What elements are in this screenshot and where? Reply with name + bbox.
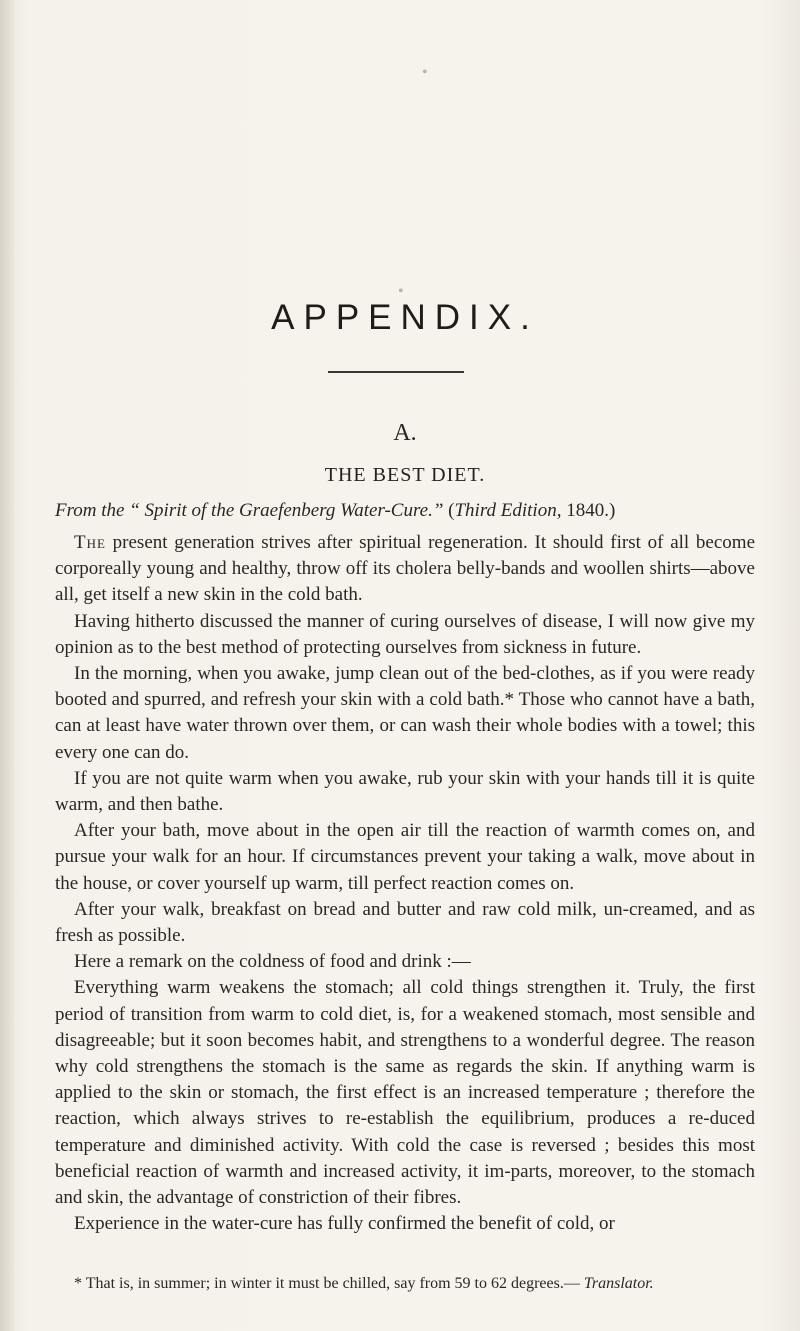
source-edition-close: 1840.) [566, 500, 616, 521]
footnote [55, 1272, 755, 1296]
paragraph: Having hitherto discussed the manner of curing ourselves of disease, I will now give my opinion as to the best method of protecting ourselves from sickness in future. [55, 610, 755, 658]
paragraph: In the morning, when you awake, jump clean out of the bed-clothes, as if you were ready booted and spurred, and refresh your skin with a cold bath.* Those who cannot have a bath, can at least have water thrown over them, or can wash their whole bodies with a towel; this every one can do. [55, 663, 755, 763]
heading-rule [328, 371, 464, 373]
paragraph: If you are not quite warm when you awake, rub your skin with your hands till it is quite warm, and then bathe. [55, 767, 755, 816]
section-title: THE BEST DIET. [324, 464, 486, 486]
paragraph: Everything warm weakens the stomach; all cold things strengthen it. Truly, the first period of transition from warm to cold diet, is, for a weakened stomach, most sensible and disagreeable; but it soon becomes habit, and strengthens to a wonderful degree. The reason why cold strengthens the stomach is the same as regards the skin. If anything warm is applied to the skin or stomach, the first effect is an increased temperature ; therefore the reaction, which always strives to re-establish the equilibrium, produces a re-duced temperature and diminished activity. With cold the case is reversed ; besides this most beneficial reaction of warmth and increased activity, it im-parts, moreover, to the stomach and skin, the advantage of constriction of their fibres. [55, 977, 755, 1209]
page-heading: APPENDIX. [271, 298, 539, 337]
section-letter: A. [393, 420, 417, 446]
paragraph: After your bath, move about in the open air till the reaction of warmth comes on, and pursue your walk for an hour. If circumstances prevent your taking a walk, move about in the house, or cover yourself up warm, till perfect reaction comes on. [55, 820, 755, 894]
paragraph: Experience in the water-cure has fully confirmed the benefit of cold, or [74, 1213, 615, 1235]
body-text [55, 530, 755, 1237]
footnote-attribution: Translator. [583, 1275, 654, 1292]
footnote-text [55, 1272, 755, 1296]
paragraph-first-word: The [74, 532, 106, 553]
paragraph: After your walk, breakfast on bread and butter and raw cold milk, un-creamed, and as fresh as possible. [55, 898, 755, 947]
source-edition-open: ( [448, 500, 455, 521]
ink-speck: • [422, 64, 428, 81]
ink-speck: • [398, 283, 404, 300]
paragraph-text: present generation strives after spiritual regeneration. It should first of all become corporeally young and healthy, throw off its cholera belly-bands and woollen shirts—above all, get itself a new skin in the cold bath. [55, 532, 755, 606]
footnote-body: * That is, in summer; in winter it must be chilled, say from 59 to 62 degrees.— [74, 1275, 580, 1292]
page-binding-edge [0, 0, 14, 1331]
paragraph [55, 530, 755, 609]
paragraph: Here a remark on the coldness of food and drink :— [74, 951, 471, 973]
source-prefix: From the [55, 500, 125, 521]
source-work: “ Spirit of the Graefenberg Water-Cure.” [129, 500, 444, 521]
source-citation [55, 498, 755, 524]
source-edition: Third Edition, [454, 500, 562, 521]
